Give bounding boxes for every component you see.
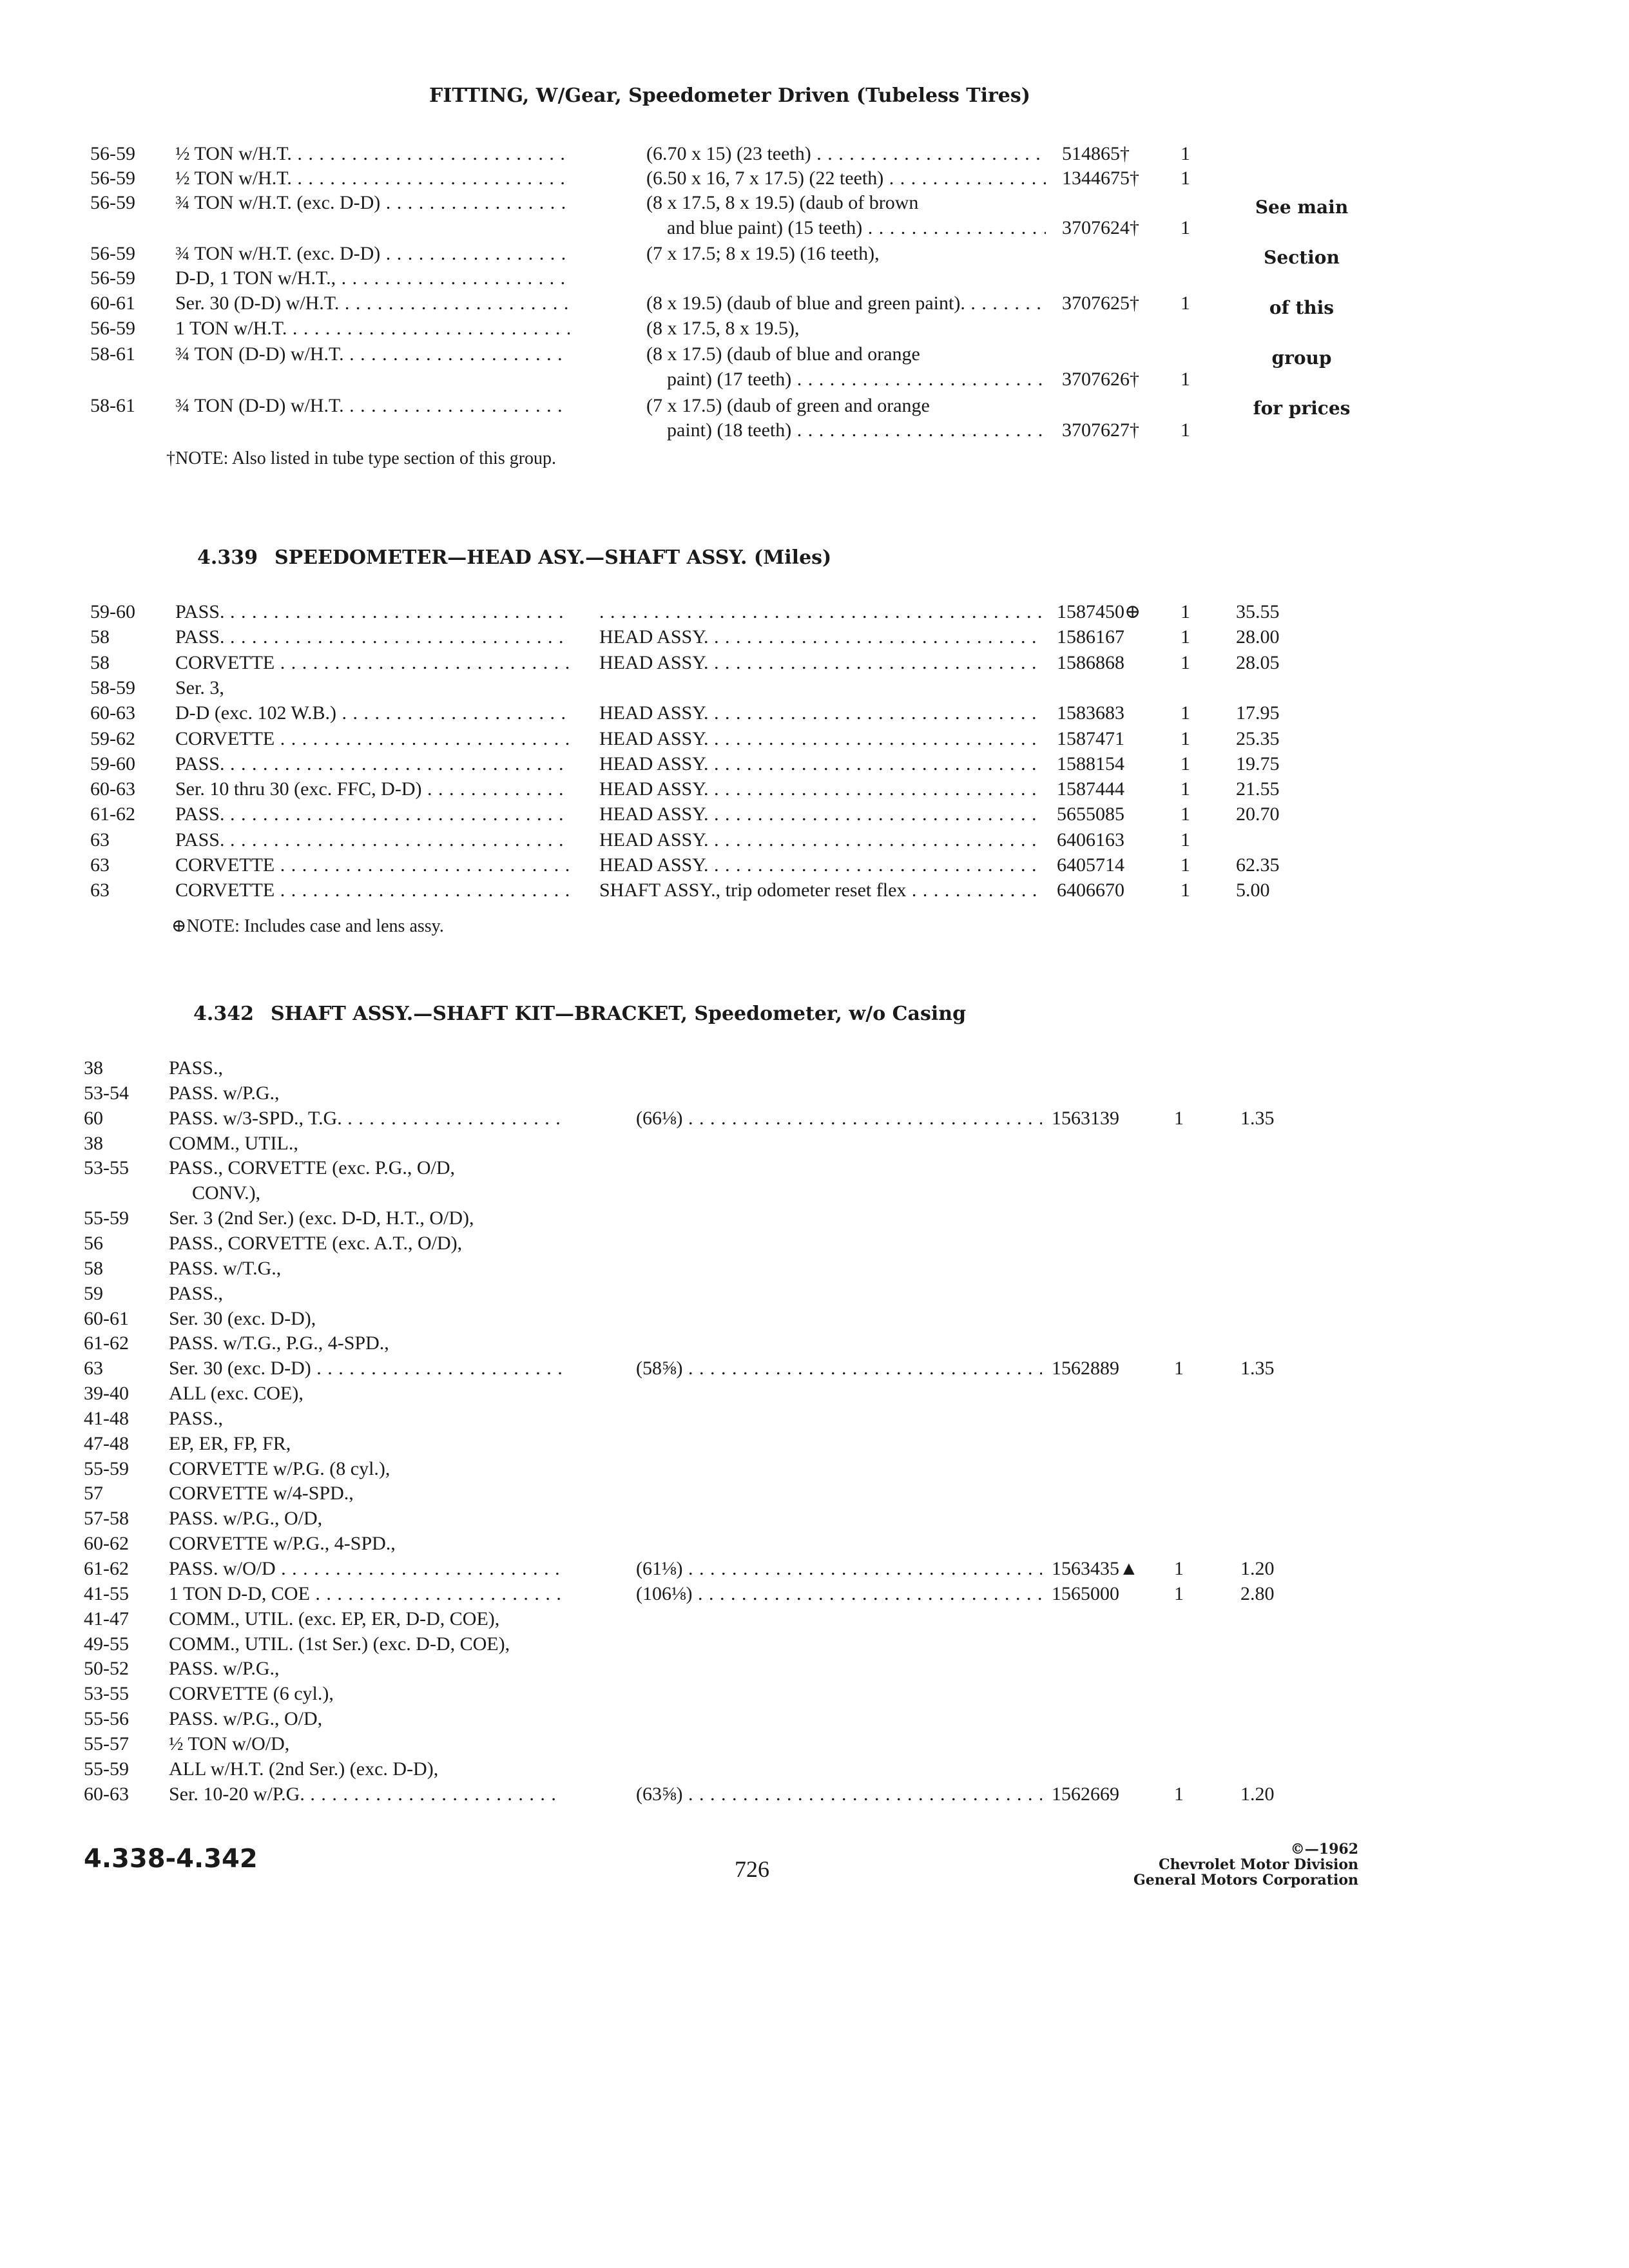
description: ¾ TON (D-D) w/H.T. . . . [175, 343, 570, 365]
price: 28.00 [1236, 626, 1280, 648]
quantity: 1 [1181, 879, 1190, 901]
description: PASS., [169, 1057, 223, 1079]
assembly-cell [599, 726, 1044, 752]
part-number: 1563435▲ [1052, 1558, 1139, 1579]
description: CORVETTE w/P.G., 4-SPD., [169, 1533, 396, 1554]
description: COMM., UTIL., [169, 1133, 298, 1154]
size-note-continued: paint) (17 teeth) . . . [667, 369, 1046, 390]
part-number: 3707626† [1062, 369, 1139, 390]
length-cell [636, 1106, 1042, 1131]
year-range: 56-59 [90, 168, 135, 189]
description: PASS., [169, 1283, 223, 1304]
year-range: 38 [84, 1133, 103, 1154]
size-note-cell [667, 367, 1046, 392]
description-cell [169, 1606, 563, 1632]
year-range: 53-54 [84, 1082, 129, 1104]
price: 1.20 [1240, 1558, 1275, 1579]
description: CORVETTE w/P.G. (8 cyl.), [169, 1458, 390, 1479]
shaft-length: (106⅛) . . . [636, 1583, 1042, 1604]
page-number: 726 [735, 1856, 769, 1882]
size-note: (8 x 19.5) (daub of blue and green paint). . . . [646, 293, 1046, 314]
description: PASS. . . . [175, 829, 570, 850]
year-range: 41-47 [84, 1608, 129, 1629]
assembly-cell [599, 599, 1044, 625]
part-number: 1583683 [1057, 702, 1124, 724]
part-number: 1587471 [1057, 728, 1124, 749]
year-range: 55-56 [84, 1708, 129, 1729]
description-cell [175, 265, 570, 291]
description-cell [169, 1506, 563, 1532]
quantity: 1 [1174, 1358, 1184, 1379]
description-cell [169, 1106, 563, 1131]
description: ½ TON w/H.T. . . . [175, 143, 570, 164]
description-cell [175, 190, 570, 216]
size-note-cell [646, 291, 1046, 316]
assembly-type: HEAD ASSY. . . . [599, 652, 1044, 673]
description: COMM., UTIL. (exc. EP, ER, D-D, COE), [169, 1608, 500, 1629]
year-range: 56-59 [90, 318, 135, 339]
price: 35.55 [1236, 601, 1280, 622]
description: PASS. w/P.G., O/D, [169, 1708, 323, 1729]
description: D-D, 1 TON w/H.T., . . . [175, 267, 570, 289]
section-title-fitting: FITTING, W/Gear, Speedometer Driven (Tubeless Tires) [429, 84, 1030, 107]
description-cell [175, 726, 570, 752]
description: Ser. 3, [175, 677, 224, 698]
copyright-block [1133, 1841, 1358, 1888]
year-range: 59-62 [90, 728, 135, 749]
description: D-D (exc. 102 W.B.) . . . [175, 702, 570, 724]
description: ¾ TON w/H.T. (exc. D-D) . . . [175, 192, 570, 213]
year-range: 63 [90, 879, 110, 901]
size-note-cell [646, 190, 1046, 216]
description-cell [169, 1155, 563, 1181]
description-cell [169, 1356, 563, 1381]
year-range: 60-62 [84, 1533, 129, 1554]
description: ¾ TON (D-D) w/H.T. . . . [175, 395, 570, 416]
quantity: 1 [1174, 1783, 1184, 1805]
year-range: 55-57 [84, 1733, 129, 1754]
shaft-length: (61⅛) . . . [636, 1558, 1042, 1579]
year-range: 58 [90, 626, 110, 648]
fitting-footnote: †NOTE: Also listed in tube type section of this group. [166, 448, 557, 468]
price: 1.35 [1240, 1358, 1275, 1379]
year-range: 57-58 [84, 1508, 129, 1529]
description-cell [175, 393, 570, 419]
quantity: 1 [1181, 829, 1190, 850]
side-note-line: See main [1255, 197, 1349, 218]
description: ALL w/H.T. (2nd Ser.) (exc. D-D), [169, 1758, 439, 1780]
description-cell [175, 776, 570, 802]
description-cell [175, 599, 570, 625]
description-cell [169, 1231, 563, 1256]
year-range: 60-63 [90, 778, 135, 800]
quantity: 1 [1181, 143, 1190, 164]
price: 62.35 [1236, 854, 1280, 876]
year-range: 60-63 [90, 702, 135, 724]
quantity: 1 [1174, 1558, 1184, 1579]
description: PASS., [169, 1408, 223, 1429]
description-cell [175, 675, 570, 701]
year-range: 39-40 [84, 1383, 129, 1404]
assembly-type: HEAD ASSY. . . . [599, 778, 1044, 800]
description: Ser. 30 (exc. D-D), [169, 1308, 316, 1329]
description: ½ TON w/H.T. . . . [175, 168, 570, 189]
description-cell [175, 827, 570, 853]
assembly-cell [599, 650, 1044, 676]
year-range: 41-55 [84, 1583, 129, 1604]
part-number: 1565000 [1052, 1583, 1119, 1604]
description-cell [169, 1631, 563, 1657]
quantity: 1 [1181, 652, 1190, 673]
description-cell [192, 1180, 586, 1206]
size-note: (8 x 17.5, 8 x 19.5) (daub of brown [646, 192, 919, 213]
part-number: 1562889 [1052, 1358, 1119, 1379]
price: 17.95 [1236, 702, 1280, 724]
description: Ser. 10-20 w/P.G. . . . [169, 1783, 563, 1805]
description-cell [169, 1756, 563, 1782]
year-range: 59-60 [90, 753, 135, 774]
description-cell [169, 1481, 563, 1506]
year-range: 56-59 [90, 267, 135, 289]
description: Ser. 10 thru 30 (exc. FFC, D-D) . . . [175, 778, 570, 800]
size-note-continued: paint) (18 teeth) . . . [667, 419, 1046, 441]
description-cell [175, 852, 570, 878]
description-cell [169, 1131, 563, 1157]
description-cell [169, 1281, 563, 1307]
description-cell [169, 1782, 563, 1807]
side-note-line: for prices [1253, 398, 1351, 419]
assembly-cell [599, 776, 1044, 802]
year-range: 50-52 [84, 1658, 129, 1679]
description-cell [175, 341, 570, 367]
description: CORVETTE . . . [175, 854, 570, 876]
section-title-shaft-assy: 4.342 SHAFT ASSY.—SHAFT KIT—BRACKET, Speedometer, w/o Casing [193, 1003, 967, 1025]
section-range: 4.338-4.342 [84, 1844, 258, 1874]
description: ¾ TON w/H.T. (exc. D-D) . . . [175, 243, 570, 264]
description: PASS. w/P.G., [169, 1082, 280, 1104]
description-cell [175, 650, 570, 676]
length-cell [636, 1556, 1042, 1582]
assembly-type: SHAFT ASSY., trip odometer reset flex . . . [599, 879, 1044, 901]
description-cell [175, 166, 570, 191]
part-number: 6405714 [1057, 854, 1124, 876]
size-note-cell [646, 341, 1046, 367]
price: 2.80 [1240, 1583, 1275, 1604]
year-range: 53-55 [84, 1683, 129, 1704]
length-cell [636, 1356, 1042, 1381]
description-cell [169, 1681, 563, 1707]
year-range: 55-59 [84, 1758, 129, 1780]
part-number: 1562669 [1052, 1783, 1119, 1805]
part-number: 1588154 [1057, 753, 1124, 774]
side-note-line: group [1271, 347, 1332, 369]
part-number: 3707627† [1062, 419, 1139, 441]
description-cell [175, 700, 570, 726]
description: CORVETTE . . . [175, 728, 570, 749]
size-note-cell [667, 418, 1046, 443]
description-cell [169, 1406, 563, 1432]
quantity: 1 [1181, 217, 1190, 238]
description: PASS., CORVETTE (exc. P.G., O/D, [169, 1157, 456, 1178]
price: 28.05 [1236, 652, 1280, 673]
description: CORVETTE . . . [175, 879, 570, 901]
size-note-continued: and blue paint) (15 teeth) . . . [667, 217, 1046, 238]
assembly-type: HEAD ASSY. . . . [599, 702, 1044, 724]
description-cell [175, 802, 570, 827]
part-number: 514865† [1062, 143, 1130, 164]
year-range: 57 [84, 1483, 103, 1504]
quantity: 1 [1181, 728, 1190, 749]
shaft-length: (58⅝) . . . [636, 1358, 1042, 1379]
year-range: 63 [84, 1358, 103, 1379]
description-cell [169, 1306, 563, 1332]
length-cell [636, 1782, 1042, 1807]
description-cell [175, 624, 570, 650]
quantity: 1 [1181, 369, 1190, 390]
price: 19.75 [1236, 753, 1280, 774]
size-note: (6.70 x 15) (23 teeth) . . . [646, 143, 1046, 164]
size-note-cell [646, 141, 1046, 167]
description: Ser. 30 (D-D) w/H.T. . . . [175, 293, 570, 314]
part-number: 1587444 [1057, 778, 1124, 800]
assembly-type: HEAD ASSY. . . . [599, 626, 1044, 648]
speedometer-footnote: ⊕NOTE: Includes case and lens assy. [171, 916, 444, 936]
year-range: 55-59 [84, 1458, 129, 1479]
description-cell [175, 241, 570, 267]
description: CORVETTE . . . [175, 652, 570, 673]
size-note-cell [646, 241, 1046, 267]
year-range: 56-59 [90, 243, 135, 264]
description-cell [169, 1731, 563, 1757]
description: PASS., CORVETTE (exc. A.T., O/D), [169, 1233, 463, 1254]
quantity: 1 [1181, 803, 1190, 825]
year-range: 60-61 [90, 293, 135, 314]
description: COMM., UTIL. (1st Ser.) (exc. D-D, COE), [169, 1633, 510, 1655]
size-note-cell [646, 166, 1046, 191]
description-cell [175, 141, 570, 167]
description-cell [169, 1206, 563, 1231]
description-cell [169, 1055, 563, 1081]
assembly-type: HEAD ASSY. . . . [599, 753, 1044, 774]
description: Ser. 30 (exc. D-D) . . . [169, 1358, 563, 1379]
description: PASS. . . . [175, 803, 570, 825]
year-range: 58 [90, 652, 110, 673]
year-range: 58 [84, 1258, 103, 1279]
year-range: 56-59 [90, 143, 135, 164]
year-range: 53-55 [84, 1157, 129, 1178]
description-cell [169, 1556, 563, 1582]
description-cell [169, 1531, 563, 1557]
description-cell [169, 1331, 563, 1356]
description: CONV.), [192, 1182, 261, 1204]
description: PASS. w/T.G., P.G., 4-SPD., [169, 1332, 389, 1354]
quantity: 1 [1181, 168, 1190, 189]
quantity: 1 [1174, 1108, 1184, 1129]
description: PASS. . . . [175, 601, 570, 622]
assembly-cell [599, 878, 1044, 903]
assembly-cell [599, 751, 1044, 777]
description: PASS. . . . [175, 753, 570, 774]
description-cell [175, 291, 570, 316]
part-number: 1586868 [1057, 652, 1124, 673]
part-number: 6406670 [1057, 879, 1124, 901]
quantity: 1 [1181, 753, 1190, 774]
description: CORVETTE (6 cyl.), [169, 1683, 334, 1704]
part-number: 1587450⊕ [1057, 601, 1141, 622]
description-cell [169, 1081, 563, 1106]
size-note: (6.50 x 16, 7 x 17.5) (22 teeth) . . . [646, 168, 1046, 189]
assembly-type [599, 601, 1044, 622]
price: 5.00 [1236, 879, 1270, 901]
year-range: 49-55 [84, 1633, 129, 1655]
description-cell [169, 1456, 563, 1482]
assembly-cell [599, 700, 1044, 726]
assembly-type: HEAD ASSY. . . . [599, 829, 1044, 850]
description: PASS. w/P.G., O/D, [169, 1508, 323, 1529]
size-note: (8 x 17.5) (daub of blue and orange [646, 343, 920, 365]
size-note: (8 x 17.5, 8 x 19.5), [646, 318, 800, 339]
year-range: 60 [84, 1108, 103, 1129]
description-cell [175, 878, 570, 903]
part-number: 1586167 [1057, 626, 1124, 648]
year-range: 38 [84, 1057, 103, 1079]
quantity: 1 [1181, 419, 1190, 441]
quantity: 1 [1181, 293, 1190, 314]
price: 21.55 [1236, 778, 1280, 800]
description-cell [175, 316, 570, 341]
description: CORVETTE w/4-SPD., [169, 1483, 354, 1504]
part-number: 3707624† [1062, 217, 1139, 238]
length-cell [636, 1581, 1042, 1607]
year-range: 61-62 [84, 1332, 129, 1354]
description: Ser. 3 (2nd Ser.) (exc. D-D, H.T., O/D), [169, 1207, 474, 1229]
assembly-type: HEAD ASSY. . . . [599, 803, 1044, 825]
description: ALL (exc. COE), [169, 1383, 304, 1404]
assembly-type: HEAD ASSY. . . . [599, 728, 1044, 749]
division-name: Chevrolet Motor Division [1159, 1856, 1358, 1873]
size-note-cell [646, 316, 1046, 341]
section-title-speedometer-head: 4.339 SPEEDOMETER—HEAD ASY.—SHAFT ASSY. (Miles) [197, 546, 832, 569]
side-note-line: of this [1269, 297, 1335, 318]
quantity: 1 [1181, 854, 1190, 876]
quantity: 1 [1181, 702, 1190, 724]
description: 1 TON w/H.T. . . . [175, 318, 570, 339]
price: 1.20 [1240, 1783, 1275, 1805]
assembly-cell [599, 624, 1044, 650]
year-range: 60-61 [84, 1308, 129, 1329]
part-number: 1563139 [1052, 1108, 1119, 1129]
year-range: 47-48 [84, 1433, 129, 1454]
size-note: (7 x 17.5; 8 x 19.5) (16 teeth), [646, 243, 880, 264]
assembly-cell [599, 827, 1044, 853]
year-range: 55-59 [84, 1207, 129, 1229]
price: 25.35 [1236, 728, 1280, 749]
copyright: ©—1962 [1290, 1841, 1358, 1858]
part-number: 3707625† [1062, 293, 1139, 314]
part-number: 1344675† [1062, 168, 1139, 189]
price: 1.35 [1240, 1108, 1275, 1129]
description: ½ TON w/O/D, [169, 1733, 290, 1754]
year-range: 61-62 [90, 803, 135, 825]
quantity: 1 [1181, 626, 1190, 648]
size-note-cell [667, 215, 1046, 241]
shaft-length: (66⅛) . . . [636, 1108, 1042, 1129]
year-range: 41-48 [84, 1408, 129, 1429]
description: PASS. . . . [175, 626, 570, 648]
description-cell [169, 1431, 563, 1457]
part-number: 5655085 [1057, 803, 1124, 825]
description-cell [175, 751, 570, 777]
year-range: 59-60 [90, 601, 135, 622]
year-range: 56 [84, 1233, 103, 1254]
size-note-cell [646, 393, 1046, 419]
year-range: 58-59 [90, 677, 135, 698]
assembly-type: HEAD ASSY. . . . [599, 854, 1044, 876]
quantity: 1 [1181, 601, 1190, 622]
description-cell [169, 1706, 563, 1732]
year-range: 59 [84, 1283, 103, 1304]
description-cell [169, 1256, 563, 1282]
year-range: 63 [90, 829, 110, 850]
quantity: 1 [1181, 778, 1190, 800]
description-cell [169, 1581, 563, 1607]
description: EP, ER, FP, FR, [169, 1433, 291, 1454]
year-range: 56-59 [90, 192, 135, 213]
part-number: 6406163 [1057, 829, 1124, 850]
side-note-line: Section [1264, 247, 1340, 268]
description: PASS. w/O/D . . . [169, 1558, 563, 1579]
description: PASS. w/P.G., [169, 1658, 280, 1679]
assembly-cell [599, 852, 1044, 878]
assembly-cell [599, 802, 1044, 827]
year-range: 63 [90, 854, 110, 876]
description: PASS. w/T.G., [169, 1258, 282, 1279]
year-range: 61-62 [84, 1558, 129, 1579]
quantity: 1 [1174, 1583, 1184, 1604]
year-range: 58-61 [90, 343, 135, 365]
price: 20.70 [1236, 803, 1280, 825]
description: 1 TON D-D, COE . . . [169, 1583, 563, 1604]
size-note: (7 x 17.5) (daub of green and orange [646, 395, 930, 416]
corporation-name: General Motors Corporation [1133, 1872, 1358, 1888]
description-cell [169, 1381, 563, 1407]
year-range: 60-63 [84, 1783, 129, 1805]
year-range: 58-61 [90, 395, 135, 416]
description: PASS. w/3-SPD., T.G. . . . [169, 1108, 563, 1129]
shaft-length: (63⅝) . . . [636, 1783, 1042, 1805]
description-cell [169, 1656, 563, 1682]
